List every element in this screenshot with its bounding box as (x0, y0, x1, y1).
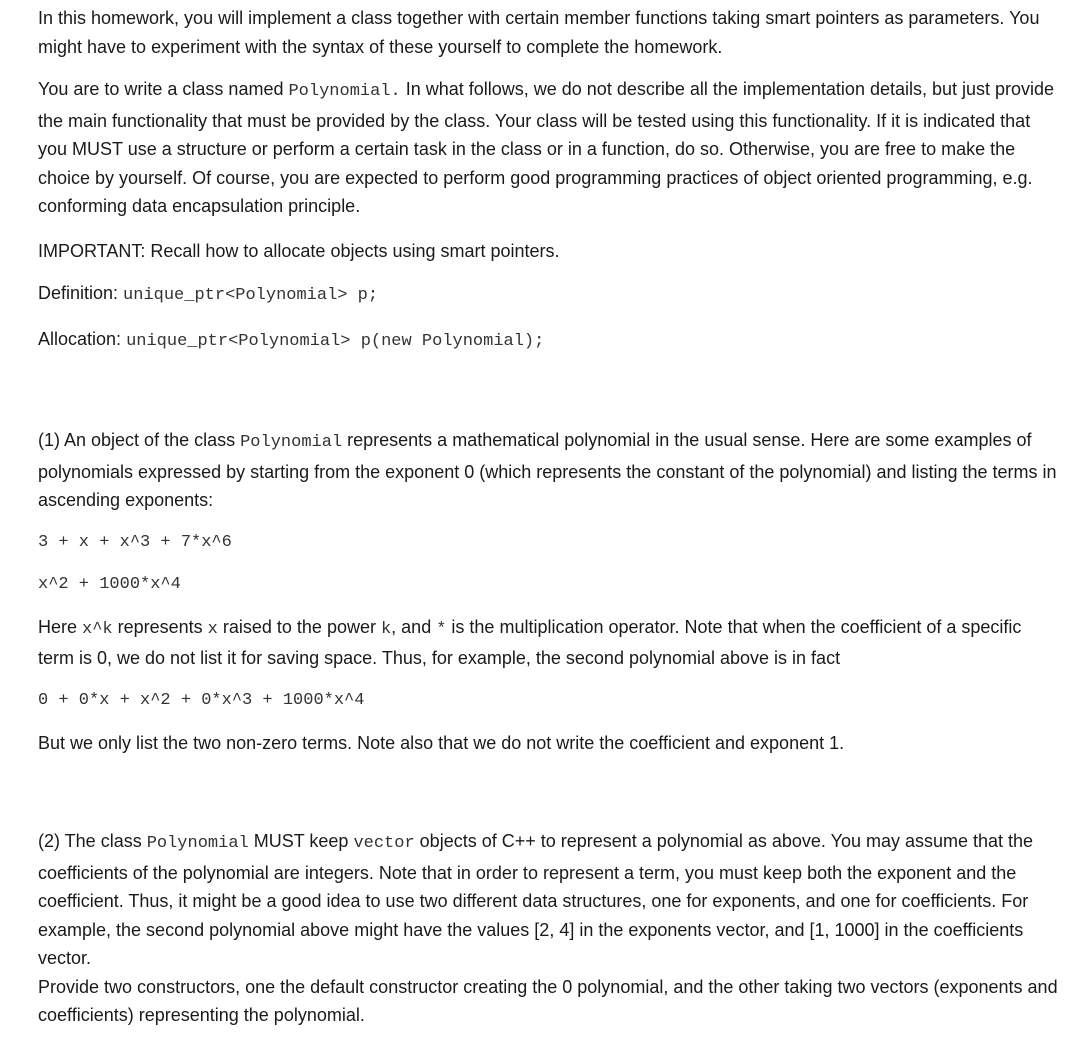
notation-code-k: k (380, 619, 392, 639)
section-1-paragraph (38, 426, 1058, 515)
definition-label: Definition: (38, 283, 124, 303)
section2-text-1: (2) The class (38, 831, 147, 851)
allocation-line (38, 325, 1058, 357)
notation-code-xk: x^k (82, 619, 113, 639)
section2-vector-code: vector (353, 834, 415, 853)
homework-document (38, 4, 1058, 1030)
notation-text-5: is the multiplication operator. Note that when the coefficient of a specific term is 0, we do not list it for saving space. Thus, for example, the second polynomial above is in fact (38, 616, 1022, 668)
polynomial-example-1: 3 + x + x^3 + 7*x^6 (38, 532, 232, 552)
definition-code: unique_ptr<Polynomial> p; (123, 286, 379, 305)
section2-class-code: Polynomial (146, 834, 249, 853)
notation-explanation-paragraph (38, 613, 1058, 673)
intro-paragraph: In this homework, you will implement a class together with certain member functions taking smart pointers as parameters. You might have to experiment with the syntax of these yourself to complete the homework. (38, 8, 1040, 57)
section1-text-1: (1) An object of the class (38, 430, 241, 450)
section2-text-2: MUST keep (248, 831, 354, 851)
notation-text-2: represents (112, 616, 208, 637)
notation-text-4: , and (391, 616, 437, 637)
notation-code-x: x (207, 619, 218, 639)
important-note: IMPORTANT: Recall how to allocate objects using smart pointers. (38, 240, 560, 261)
section1-text-2: represents a mathematical polynomial in the usual sense. Here are some examples of polynomials expressed by starting from the exponent 0 (which represents the constant of the polynomial) and listing the terms in ascending exponents: (38, 430, 1057, 510)
class-name-code: Polynomial. (288, 82, 401, 101)
notation-code-star: * (436, 619, 447, 639)
para2-text-1: You are to write a class named (38, 79, 289, 99)
section-2-paragraph (38, 827, 1058, 973)
section2-text-3: objects of C++ to represent a polynomial as above. You may assume that the coefficients of the polynomial are integers. Note that in order to represent a term, you must keep both the exponent and the coefficient. Thus, it might be a good idea to use two different data structures, one for exponents, and one for coefficients. For example, the second polynomial above might have the values [2, 4] in the exponents vector, and [1, 1000] in the coefficients vector. (38, 831, 1034, 968)
allocation-code: unique_ptr<Polynomial> p(new Polynomial); (126, 331, 545, 351)
notation-text-1: Here (38, 616, 83, 637)
notation-text-3: raised to the power (217, 616, 381, 637)
allocation-label: Allocation: (38, 328, 127, 349)
class-description-paragraph (38, 75, 1058, 221)
para2-text-2: In what follows, we do not describe all the implementation details, but just provide the main functionality that must be provided by the class. Your class will be tested using this functionality. If it is indicated that you MUST use a structure or perform a certain task in the class or in a function, do so. Otherwise, you are free to make the choice by yourself. Of course, you are expected to perform good programming practices of object oriented programming, e.g. conforming data encapsulation principle. (38, 79, 1055, 216)
polynomial-example-2: x^2 + 1000*x^4 (38, 574, 181, 594)
definition-line (38, 279, 1058, 311)
constructors-requirement: Provide two constructors, one the default constructor creating the 0 polynomial, and the other taking two vectors (exponents and coefficients) representing the polynomial. (38, 976, 1058, 1025)
non-zero-terms-note: But we only list the two non-zero terms. Note also that we do not write the coefficient and exponent 1. (38, 732, 845, 753)
polynomial-example-3: 0 + 0*x + x^2 + 0*x^3 + 1000*x^4 (38, 690, 365, 710)
section1-class-code: Polynomial (240, 433, 343, 452)
